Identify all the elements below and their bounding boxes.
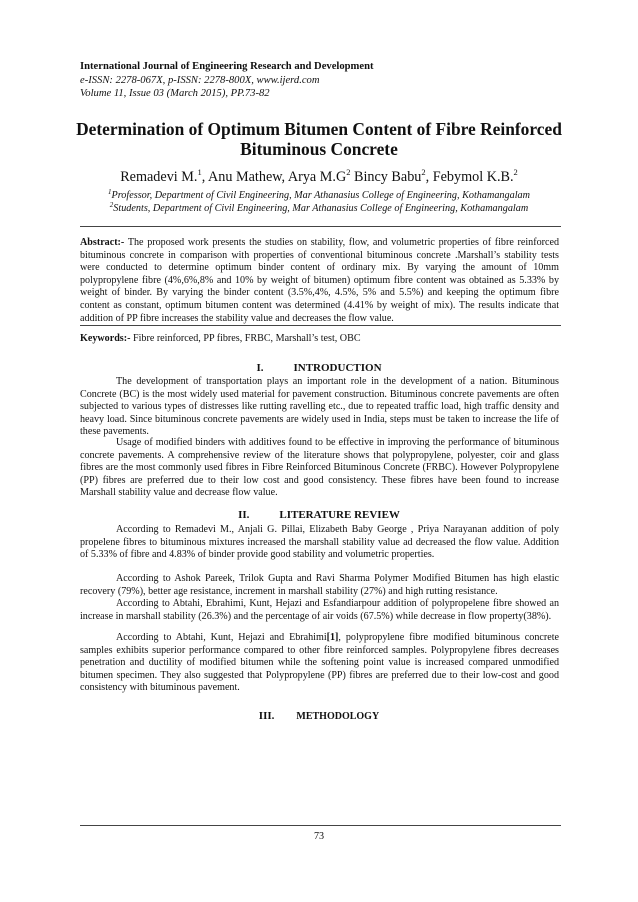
review-paragraph-4 <box>80 632 559 695</box>
review-paragraph-2-text: According to Ashok Pareek, Trilok Gupta and Ravi Sharma Polymer Modified Bitumen has high elastic recovery (79%), better age resistance, increment in marshall stability (27%) and high rutting resistance. <box>80 573 559 597</box>
keywords-label: Keywords:- <box>80 333 131 344</box>
section-3-title: METHODOLOGY <box>296 711 380 722</box>
section-1-title: INTRODUCTION <box>293 362 382 374</box>
affiliation-1-text: Professor, Department of Civil Engineering, Mar Athanasius College of Engineering, Kothamangalam <box>111 190 530 201</box>
review-paragraph-3 <box>80 598 559 623</box>
paper-title <box>60 119 578 159</box>
abstract <box>80 237 559 325</box>
author-4: , Febymol K.B. <box>425 169 514 185</box>
section-2-title: LITERATURE REVIEW <box>279 509 400 521</box>
footer-rule <box>80 825 561 826</box>
review-paragraph-4-text-b: , polypropylene fibre modified bituminous concrete samples exhibits superior performance compared to other fibre reinforced samples. Polypropylene fibres decreases penetration and ductility of modified bitumen while the softening point value is increased compared unmodified bitumen specimen. They also suggested that Polypropylene (PP) fibres are preferred due to their low-cost and good consistency with bituminous pavement. <box>80 632 559 694</box>
journal-header <box>80 60 374 101</box>
abstract-label: Abstract:- <box>80 237 125 248</box>
intro-paragraph-1-text: The development of transportation plays an important role in the development of a nation. Bituminous Concrete (BC) is the most widely used material for pavement construction. Bituminous concrete pavements are often subjected to various types of distresses like rutting ravelling etc., due to repeated traffic load, high traffic density and heavy load. Since bituminous concrete pavements are widely used in India, steps must be taken to increase the life of these pavements. <box>80 376 559 438</box>
author-3: Bincy Babu <box>350 169 422 185</box>
review-paragraph-1-text: According to Remadevi M., Anjali G. Pillai, Elizabeth Baby George , Priya Narayanan addition of poly propelene fibres to bituminous mixtures increased the marshall stability value ad decreased the flow value. Addition of 5.33% of fibre and 4.83% of binder provide good stability and volumetric properties. <box>80 524 559 561</box>
review-paragraph-4-text-a: According to Abtahi, Kunt, Hejazi and Ebrahimi <box>116 632 327 643</box>
section-2-number: II. <box>238 509 250 521</box>
section-heading-literature-review <box>60 509 578 522</box>
author-2: , Anu Mathew, Arya M.G <box>201 169 347 185</box>
section-heading-introduction <box>60 362 578 375</box>
page-number: 73 <box>313 831 325 842</box>
review-paragraph-2 <box>80 573 559 598</box>
keywords-text: Fibre reinforced, PP fibres, FRBC, Marshall’s test, OBC <box>130 333 361 344</box>
citation-ref: [1] <box>326 632 339 643</box>
title-line-1: Determination of Optimum Bitumen Content of Fibre Reinforced <box>76 119 562 139</box>
title-line-2: Bituminous Concrete <box>240 139 398 159</box>
abstract-top-rule <box>80 226 561 227</box>
abstract-text: The proposed work presents the studies on stability, flow, and volumetric properties of fibre reinforced bituminous concrete in comparison with properties of conventional bituminous concrete .Marshall’s stability tests were conducted to determine optimum binder content of ordinary mix. By varying the amount of 10mm polypropylene fibre (4%,6%,8% and 10% by weight of bitumen) optimum fibre content was obtained as 5.33% by weight of binder. By varying the binder content (3.5%,4%, 4.5%, 5% and 5.5%) and keeping the optimum fibre content as constant, optimum bitumen content was determined (4.41% by weight of mix). The results indicate that addition of PP fibre increases the stability value and decreases the flow value. <box>80 237 559 324</box>
author-1-sup: 1 <box>197 167 202 177</box>
author-list <box>60 168 578 186</box>
journal-volume: Volume 11, Issue 03 (March 2015), PP.73-82 <box>80 88 270 100</box>
author-4-sup: 2 <box>513 167 518 177</box>
intro-paragraph-2 <box>80 437 559 500</box>
author-3-sup: 2 <box>421 167 426 177</box>
affiliation-2-sup: 2 <box>109 201 114 209</box>
review-paragraph-3-text: According to Abtahi, Ebrahimi, Kunt, Hejazi and Esfandiarpour addition of polypropelene fibre showed an increase in marshall stability (26.3%) and the percentage of air voids (67.5%) while decrease in flow property(38%). <box>80 598 559 622</box>
intro-paragraph-1 <box>80 376 559 439</box>
intro-paragraph-2-text: Usage of modified binders with additives found to be effective in improving the performance of bituminous concrete pavements. A comprehensive review of the literature shows that polypropylene, polyester, coir and glass fibres are the most commonly used fibres in Fibre Reinforced Bituminous Concrete (FRBC). However Polypropylene (PP) fibres are preferred due to their low cost and good consistency. These fibres have been found to increase Marshall stability value and decrease flow value. <box>80 437 559 499</box>
abstract-bottom-rule <box>80 325 561 326</box>
section-1-number: I. <box>256 362 264 374</box>
section-heading-methodology <box>60 710 578 723</box>
section-3-number: III. <box>258 710 275 722</box>
keywords <box>80 333 559 346</box>
affiliation-1-sup: 1 <box>107 188 112 196</box>
affiliation-2-text: Students, Department of Civil Engineering, Mar Athanasius College of Engineering, Kothamangalam <box>113 203 529 214</box>
review-paragraph-1 <box>80 524 559 562</box>
journal-issn: e-ISSN: 2278-067X, p-ISSN: 2278-800X, www.ijerd.com <box>80 74 320 86</box>
author-2-sup: 2 <box>346 167 351 177</box>
author-1: Remadevi M. <box>120 169 198 185</box>
affiliation-1 <box>60 190 578 202</box>
journal-name: International Journal of Engineering Research and Development <box>80 61 374 72</box>
affiliation-2 <box>60 203 578 215</box>
